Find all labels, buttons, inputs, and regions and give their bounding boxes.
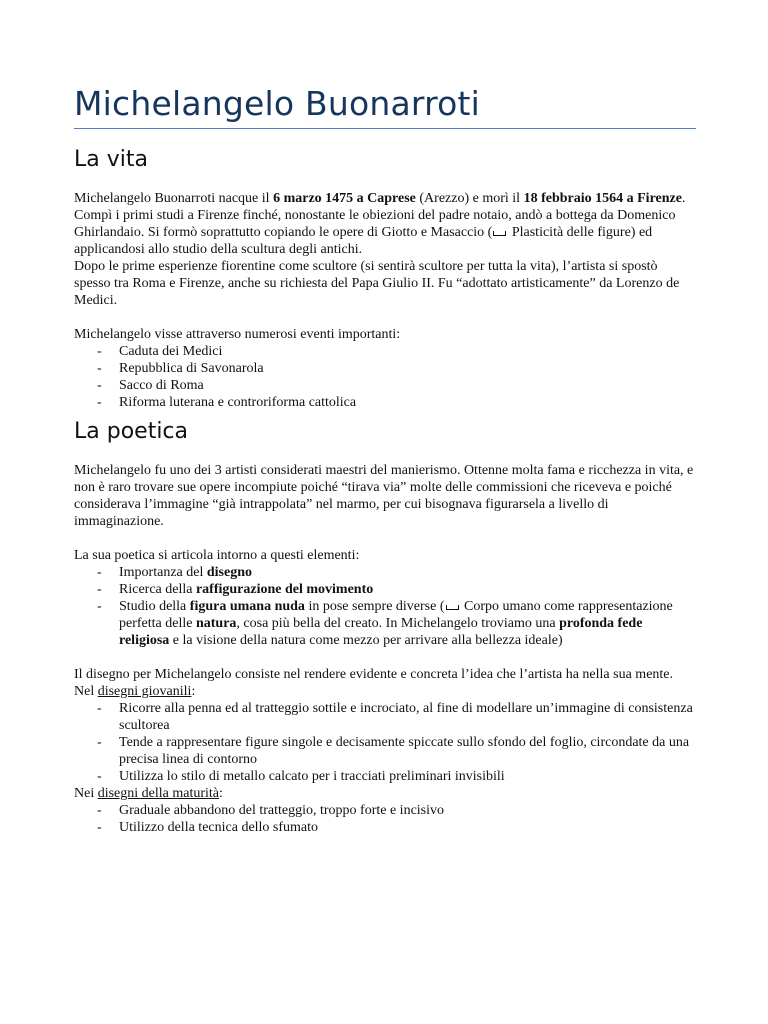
list-item: - Utilizzo della tecnica dello sfumato: [97, 820, 319, 835]
list-item: - Graduale abbandono del tratteggio, troppo forte e incisivo: [97, 803, 445, 818]
heading-la-poetica: La poetica: [74, 419, 189, 444]
giovanili-label: Nel disegni giovanili:: [74, 684, 196, 699]
elements-list: [74, 564, 696, 649]
poetica-paragraph-mannerism: Michelangelo fu uno dei 3 artisti considerati maestri del manierismo. Ottenne molta fama e ricchezza in vita, e non è raro trovare sue opere incompiute poiché “tirava via” molte delle commissioni che riceveva e poiché considerava l’immagine “già intrappolata” nel marmo, per cui bisognava figurarsela a livello di immaginazione.: [74, 463, 694, 529]
list-item: - Utilizza lo stilo di metallo calcato per i tracciati preliminari invisibili: [97, 769, 505, 784]
list-item: - Tende a rappresentare figure singole e decisamente spiccate sullo sfondo del foglio, circondate da una precisa linea di contorno: [97, 735, 690, 767]
vita-paragraph-studies: Compì i primi studi a Firenze finché, nonostante le obiezioni del padre notaio, andò a bottega da Domenico Ghirlandaio. Si formò soprattutto copiando le opere di Giotto e Masaccio ( Plasticità delle figure) ed applicandosi allo studio della scultura degli antichi.: [74, 208, 676, 257]
maturita-list: [74, 802, 696, 836]
list-item: - Repubblica di Savonarola: [97, 361, 264, 376]
events-intro: Michelangelo visse attraverso numerosi eventi importanti:: [74, 327, 401, 342]
elements-intro: La sua poetica si articola intorno a questi elementi:: [74, 548, 360, 563]
list-item: - Ricerca della raffigurazione del movimento: [97, 582, 374, 597]
list-item: - Riforma luterana e controriforma cattolica: [97, 395, 357, 410]
maturita-label: Nei disegni della maturità:: [74, 786, 223, 801]
drawing-intro: Il disegno per Michelangelo consiste nel rendere evidente e concreta l’idea che l’artista ha nella sua mente.: [74, 667, 674, 682]
title-underline: [74, 128, 696, 129]
vita-paragraph-career: Dopo le prime esperienze fiorentine come scultore (si sentirà scultore per tutta la vita), l’artista si spostò spesso tra Roma e Firenze, anche su richiesta del Papa Giulio II. Fu “adottato artisticamente” da Lorenzo de Medici.: [74, 259, 680, 308]
events-list: [74, 343, 696, 411]
giovanili-list: [74, 700, 696, 785]
document-page: [74, 82, 696, 836]
list-item: - Caduta dei Medici: [97, 344, 223, 359]
document-title: Michelangelo Buonarroti: [74, 84, 481, 123]
list-item: - Sacco di Roma: [97, 378, 204, 393]
list-item: - Ricorre alla penna ed al tratteggio sottile e incrociato, al fine di modellare un’immagine di consistenza scultorea: [97, 701, 693, 733]
list-item: - Importanza del disegno: [97, 565, 252, 580]
heading-la-vita: La vita: [74, 147, 148, 172]
list-item: - Studio della figura umana nuda in pose sempre diverse ( Corpo umano come rappresentazione perfetta delle natura, cosa più bella del creato. In Michelangelo troviamo una profonda fede religiosa e la visione della natura come mezzo per arrivare alla bellezza ideale): [97, 599, 673, 648]
right-arrow-icon: [446, 605, 459, 610]
right-arrow-icon: [493, 231, 506, 236]
vita-paragraph-birth: Michelangelo Buonarroti nacque il 6 marzo 1475 a Caprese (Arezzo) e morì il 18 febbraio 1564 a Firenze.: [74, 191, 686, 206]
